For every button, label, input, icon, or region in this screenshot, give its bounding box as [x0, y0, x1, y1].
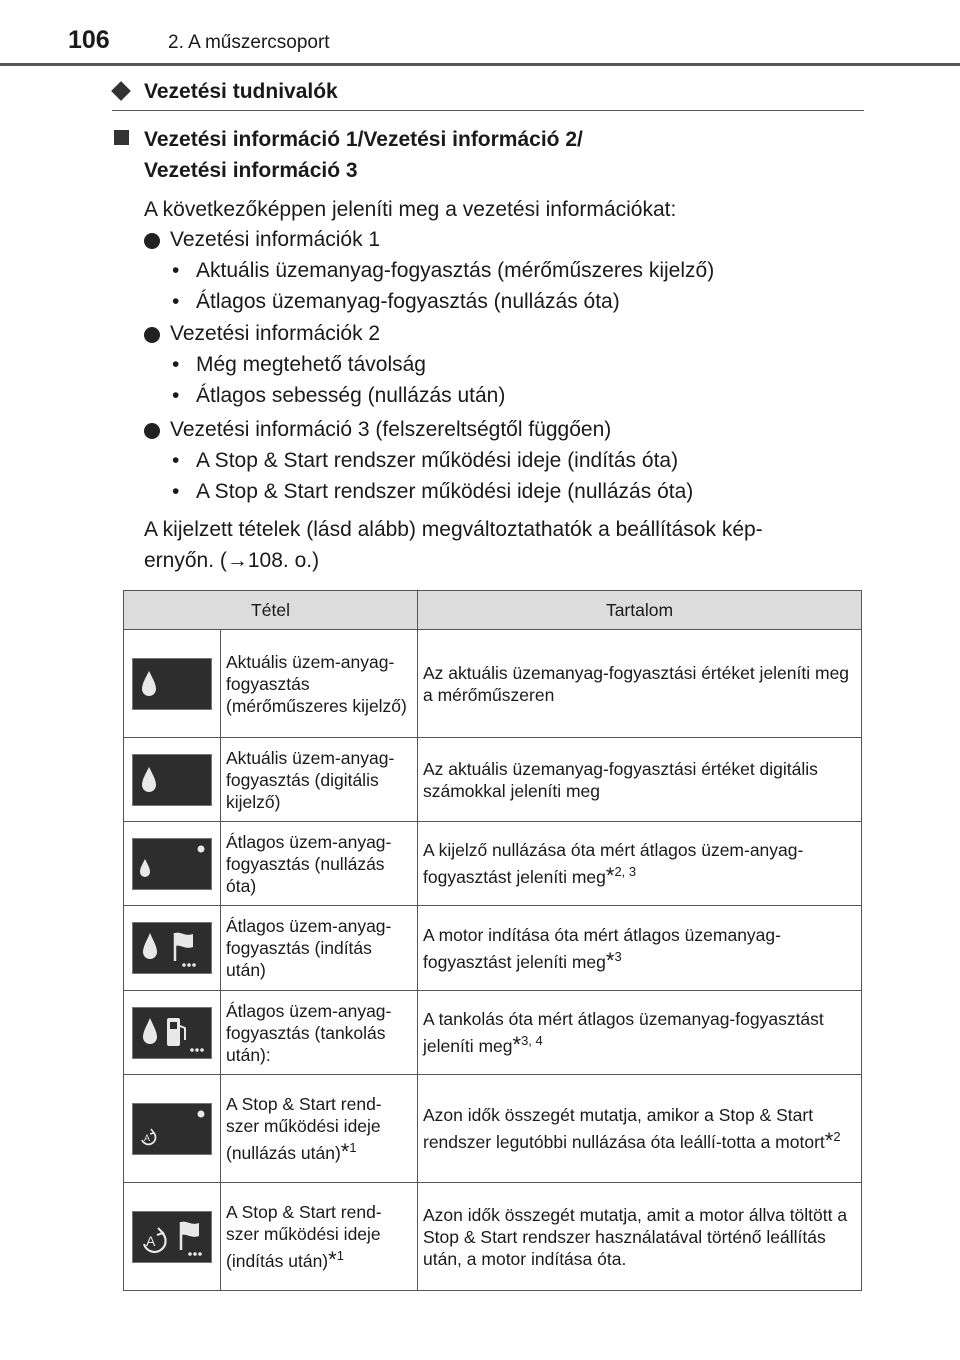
table-row	[124, 822, 862, 906]
description-text: A kijelző nullázása óta mért átlagos üzem-anyag-fogyasztást jeleníti meg	[423, 840, 804, 887]
list-item-text: Átlagos sebesség (nullázás után)	[196, 384, 506, 407]
bullet-dot: •	[172, 259, 180, 282]
section-title: Vezetési tudnivalók	[144, 80, 338, 103]
fuel-drop-pump-icon	[132, 1007, 212, 1059]
group-title: Vezetési információk 2	[170, 322, 381, 345]
icon-cell	[124, 906, 221, 991]
description-text: A motor indítása óta mért átlagos üzemanyag-fogyasztást jeleníti meg	[423, 924, 781, 972]
fuel-drop-icon	[132, 754, 212, 806]
table-row	[124, 1183, 862, 1291]
bullet-dot: •	[172, 353, 180, 376]
footnote-ref: 1	[336, 1248, 344, 1264]
icon-cell	[124, 630, 221, 738]
description-text: Azon idők összegét mutatja, amikor a Stop & Start rendszer legutóbbi nullázása óta leállí-totta a motort	[423, 1105, 825, 1152]
group-title: Vezetési információk 1	[170, 228, 381, 251]
table-row	[124, 1075, 862, 1183]
footnote-ref: 2, 3	[614, 864, 637, 880]
column-header-item: Tétel	[124, 591, 418, 630]
table-row	[124, 906, 862, 991]
group-title: Vezetési információ 3 (felszereltségtől függően)	[170, 418, 612, 441]
list-item-text: A Stop & Start rendszer működési ideje (nullázás óta)	[196, 480, 694, 503]
page-number: 106	[68, 26, 110, 54]
fuel-drop-reset-icon	[132, 838, 212, 890]
item-description	[418, 630, 862, 738]
subsection-title-line-2: Vezetési információ 3	[144, 159, 358, 182]
icon-cell	[124, 1183, 221, 1291]
subsection-title-line-1: Vezetési információ 1/Vezetési információ 2/	[144, 128, 583, 151]
note-line-2: ernyőn. (→108. o.)	[144, 549, 320, 572]
circle-bullet-icon	[144, 327, 160, 343]
item-name: Átlagos üzem-anyag-fogyasztás (nullázás óta)	[221, 822, 418, 906]
footnote-ref: 3	[614, 948, 622, 964]
bullet-dot: •	[172, 480, 180, 503]
description-text: Azon idők összegét mutatja, amit a motor állva töltött a Stop & Start rendszer használatával történő leállítás után, a motor indítása óta.	[423, 1204, 848, 1269]
driving-info-table	[123, 590, 862, 1291]
item-name: Aktuális üzem-anyag-fogyasztás (digitális kijelző)	[221, 738, 418, 822]
item-name: Aktuális üzem-anyag-fogyasztás (mérőműszeres kijelző)	[221, 630, 418, 738]
circle-bullet-icon	[144, 423, 160, 439]
list-item-text: Még megtehető távolság	[196, 353, 426, 376]
table-row	[124, 991, 862, 1075]
svg-text:A: A	[146, 1232, 156, 1249]
list-item-text: Aktuális üzemanyag-fogyasztás (mérőműszeres kijelző)	[196, 259, 715, 282]
item-name: Átlagos üzem-anyag-fogyasztás (indítás után)	[221, 906, 418, 991]
page-header	[0, 0, 960, 70]
svg-text:A: A	[144, 1132, 151, 1143]
section-heading	[112, 80, 864, 111]
footnote-asterisk: *	[328, 1246, 337, 1272]
item-description	[418, 991, 862, 1075]
intro-text: A következőképpen jeleníti meg a vezetési információkat:	[144, 198, 677, 221]
list-item-text: A Stop & Start rendszer működési ideje (indítás óta)	[196, 449, 679, 472]
icon-cell	[124, 991, 221, 1075]
table-row	[124, 630, 862, 738]
stop-start-reset-icon	[132, 1103, 212, 1155]
footnote-asterisk: *	[340, 1138, 350, 1164]
footnote-asterisk: *	[605, 947, 615, 973]
footnote-asterisk: *	[605, 862, 615, 888]
bullet-dot: •	[172, 384, 180, 407]
square-bullet-icon	[114, 130, 129, 145]
fuel-drop-icon	[132, 658, 212, 710]
column-header-content: Tartalom	[418, 591, 862, 630]
item-name-text: A Stop & Start rend-szer működési ideje (nullázás után)	[226, 1094, 382, 1163]
item-name: Átlagos üzem-anyag-fogyasztás (tankolás után):	[221, 991, 418, 1075]
item-description	[418, 738, 862, 822]
footnote-ref: 3, 4	[521, 1033, 543, 1049]
item-description	[418, 822, 862, 906]
diamond-bullet-icon	[111, 81, 131, 101]
icon-cell	[124, 738, 221, 822]
item-name-text: A Stop & Start rend-szer működési ideje (indítás után)	[226, 1202, 382, 1271]
table-header-row	[124, 591, 862, 630]
item-description	[418, 906, 862, 991]
footnote-ref: 1	[349, 1140, 357, 1156]
table-row	[124, 738, 862, 822]
item-name	[221, 1183, 418, 1291]
icon-cell	[124, 1075, 221, 1183]
circle-bullet-icon	[144, 233, 160, 249]
item-name	[221, 1075, 418, 1183]
footnote-ref: 2	[833, 1129, 841, 1145]
description-text: Az aktuális üzemanyag-fogyasztási értéket digitális számokkal jeleníti meg	[423, 758, 818, 801]
footnote-asterisk: *	[824, 1127, 834, 1153]
stop-start-flag-icon	[132, 1211, 212, 1263]
chapter-title: 2. A műszercsoport	[168, 32, 330, 53]
subsection-title	[144, 124, 844, 186]
bullet-dot: •	[172, 290, 180, 313]
footnote-asterisk: *	[512, 1031, 522, 1057]
description-text: A tankolás óta mért átlagos üzemanyag-fogyasztást jeleníti meg	[423, 1009, 824, 1056]
bullet-dot: •	[172, 449, 180, 472]
note-line-1: A kijelzett tételek (lásd alább) megváltoztathatók a beállítások kép-	[144, 518, 763, 541]
list-item-text: Átlagos üzemanyag-fogyasztás (nullázás óta)	[196, 290, 620, 313]
fuel-drop-flag-icon	[132, 922, 212, 974]
icon-cell	[124, 822, 221, 906]
item-description	[418, 1075, 862, 1183]
header-divider	[0, 63, 960, 66]
note-text	[144, 514, 763, 576]
description-text: Az aktuális üzemanyag-fogyasztási értéket jeleníti meg a mérőműszeren	[423, 662, 850, 705]
item-description	[418, 1183, 862, 1291]
